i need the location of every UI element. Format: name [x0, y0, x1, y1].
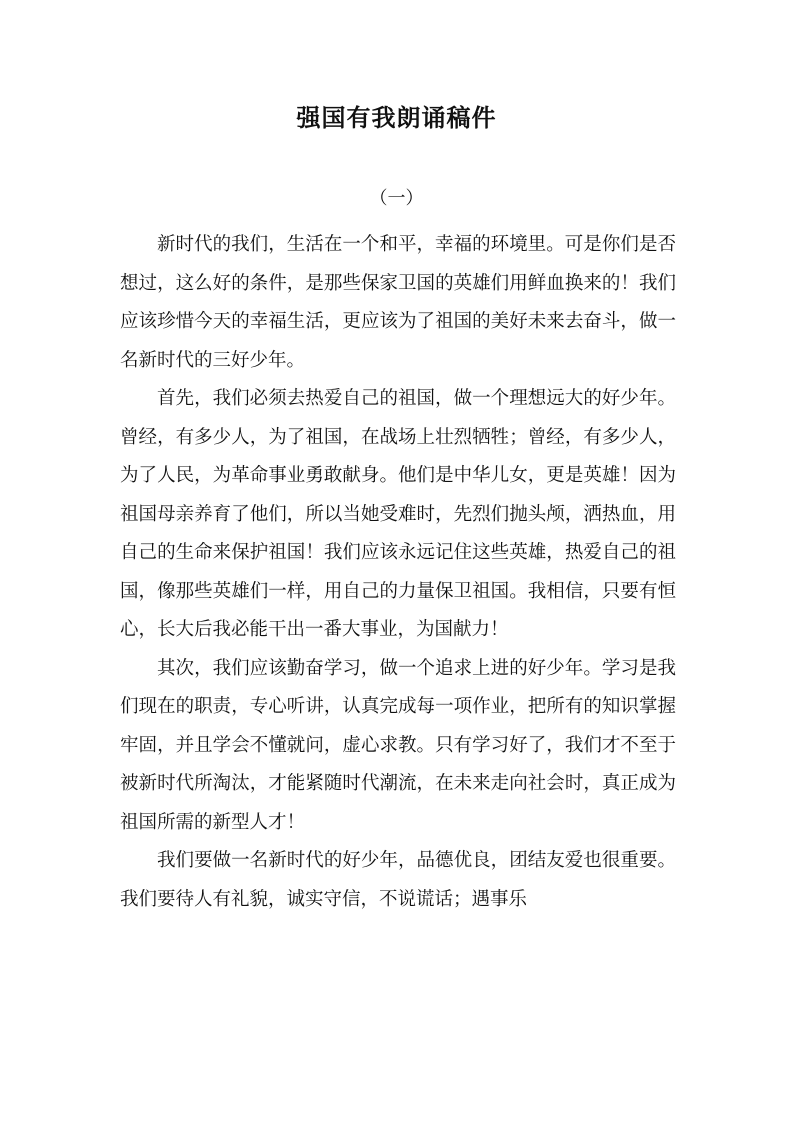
paragraph-2: 首先，我们必须去热爱自己的祖国，做一个理想远大的好少年。曾经，有多少人，为了祖国，在战场上壮烈牺牲；曾经，有多少人，为了人民，为革命事业勇敢献身。他们是中华儿女，更是英雄！因为祖国母亲养育了他们，所以当她受难时，先烈们抛头颅，洒热血，用自己的生命来保护祖国！我们应该永远记住这些英雄，热爱自己的祖国，像那些英雄们一样，用自己的力量保卫祖国。我相信，只要有恒心，长大后我必能干出一番大事业，为国献力！	[120, 388, 676, 640]
paragraph-1: 新时代的我们，生活在一个和平，幸福的环境里。可是你们是否想过，这么好的条件，是那些保家卫国的英雄们用鲜血换来的！我们应该珍惜今天的幸福生活，更应该为了祖国的美好未来去奋斗，做一名新时代的三好少年。	[120, 234, 676, 371]
section-label: （一）	[369, 188, 424, 209]
paragraph-4: 我们要做一名新时代的好少年，品德优良，团结友爱也很重要。我们要待人有礼貌，诚实守信，不说谎话；遇事乐	[120, 850, 676, 910]
paragraph-3: 其次，我们应该勤奋学习，做一个追求上进的好少年。学习是我们现在的职责，专心听讲，认真完成每一项作业，把所有的知识掌握牢固，并且学会不懂就问，虚心求教。只有学习好了，我们才不至于被新时代所淘汰，才能紧随时代潮流，在未来走向社会时，真正成为祖国所需的新型人才！	[120, 657, 676, 833]
document-body	[120, 226, 676, 919]
document-title: 强国有我朗诵稿件	[296, 103, 497, 132]
